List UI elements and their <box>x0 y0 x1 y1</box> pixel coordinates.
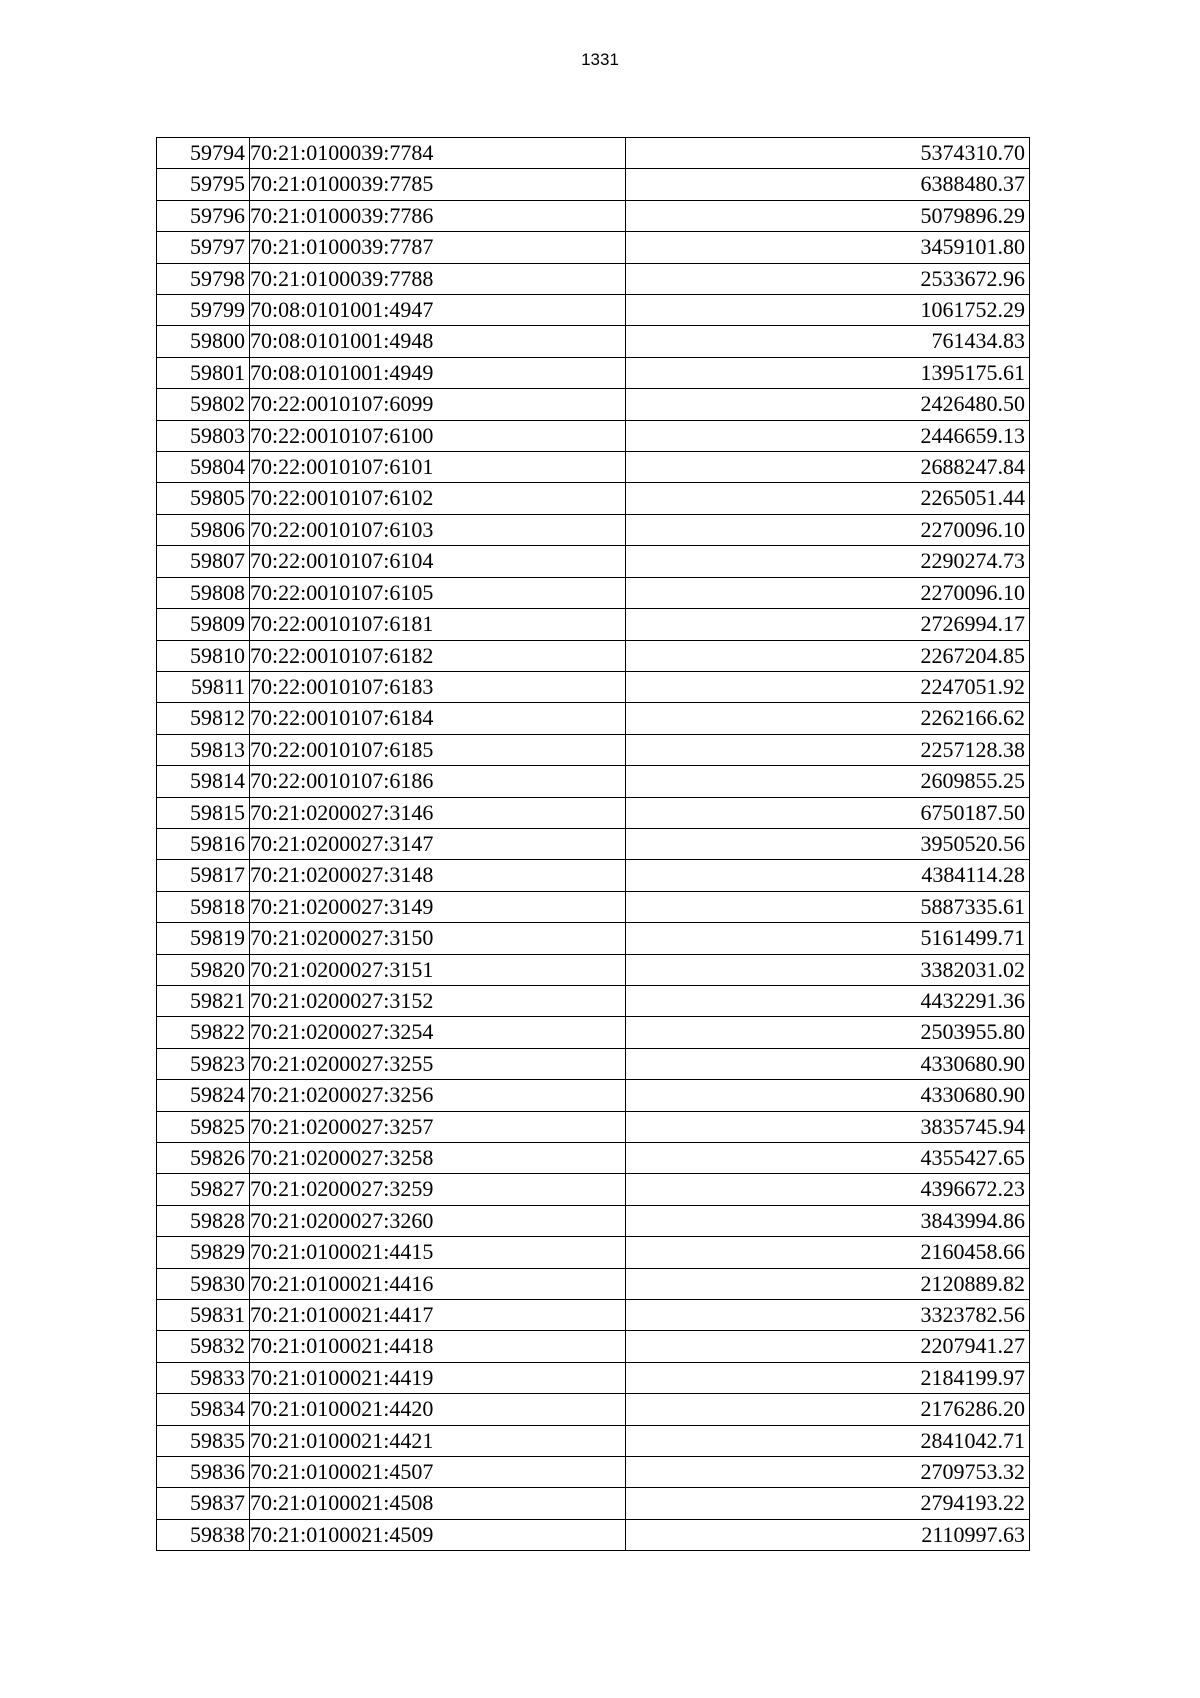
row-number-cell: 59828 <box>157 1205 250 1236</box>
cadastral-value-cell: 6388480.37 <box>626 169 1030 200</box>
table-row <box>157 138 1030 169</box>
cadastral-value-cell: 2270096.10 <box>626 514 1030 545</box>
table-row <box>157 169 1030 200</box>
row-number-cell: 59838 <box>157 1519 250 1550</box>
row-number-cell: 59835 <box>157 1425 250 1456</box>
cadastral-value-cell: 5374310.70 <box>626 138 1030 169</box>
row-number-cell: 59818 <box>157 891 250 922</box>
cadastral-number-cell: 70:21:0200027:3259 <box>250 1174 626 1205</box>
row-number-cell: 59811 <box>157 671 250 702</box>
row-number-cell: 59831 <box>157 1300 250 1331</box>
row-number-cell: 59819 <box>157 923 250 954</box>
cadastral-value-cell: 761434.83 <box>626 326 1030 357</box>
table-row <box>157 232 1030 263</box>
cadastral-value-cell: 6750187.50 <box>626 797 1030 828</box>
cadastral-value-cell: 2160458.66 <box>626 1237 1030 1268</box>
table-row <box>157 1394 1030 1425</box>
cadastral-value-cell: 5079896.29 <box>626 200 1030 231</box>
row-number-cell: 59832 <box>157 1331 250 1362</box>
table-row <box>157 766 1030 797</box>
cadastral-number-cell: 70:21:0200027:3146 <box>250 797 626 828</box>
cadastral-number-cell: 70:21:0200027:3256 <box>250 1080 626 1111</box>
row-number-cell: 59803 <box>157 420 250 451</box>
cadastral-value-cell: 1395175.61 <box>626 357 1030 388</box>
table-row <box>157 1017 1030 1048</box>
table-row <box>157 357 1030 388</box>
cadastral-value-cell: 2120889.82 <box>626 1268 1030 1299</box>
cadastral-number-cell: 70:22:0010107:6185 <box>250 734 626 765</box>
table-row <box>157 1331 1030 1362</box>
cadastral-value-cell: 2270096.10 <box>626 577 1030 608</box>
row-number-cell: 59812 <box>157 703 250 734</box>
cadastral-number-cell: 70:21:0200027:3254 <box>250 1017 626 1048</box>
table-body <box>157 138 1030 1551</box>
row-number-cell: 59834 <box>157 1394 250 1425</box>
cadastral-number-cell: 70:21:0100021:4421 <box>250 1425 626 1456</box>
row-number-cell: 59820 <box>157 954 250 985</box>
row-number-cell: 59814 <box>157 766 250 797</box>
row-number-cell: 59827 <box>157 1174 250 1205</box>
cadastral-value-cell: 2262166.62 <box>626 703 1030 734</box>
cadastral-number-cell: 70:21:0200027:3149 <box>250 891 626 922</box>
row-number-cell: 59824 <box>157 1080 250 1111</box>
cadastral-value-cell: 2207941.27 <box>626 1331 1030 1362</box>
page-number: 1331 <box>581 50 619 69</box>
cadastral-value-cell: 2709753.32 <box>626 1457 1030 1488</box>
cadastral-number-cell: 70:22:0010107:6186 <box>250 766 626 797</box>
table-row <box>157 954 1030 985</box>
row-number-cell: 59817 <box>157 860 250 891</box>
row-number-cell: 59800 <box>157 326 250 357</box>
cadastral-number-cell: 70:21:0100039:7786 <box>250 200 626 231</box>
cadastral-value-cell: 2247051.92 <box>626 671 1030 702</box>
table-row <box>157 1143 1030 1174</box>
table-row <box>157 1300 1030 1331</box>
row-number-cell: 59816 <box>157 828 250 859</box>
row-number-cell: 59836 <box>157 1457 250 1488</box>
row-number-cell: 59794 <box>157 138 250 169</box>
table-row <box>157 326 1030 357</box>
table-row <box>157 923 1030 954</box>
row-number-cell: 59796 <box>157 200 250 231</box>
cadastral-value-cell: 1061752.29 <box>626 295 1030 326</box>
table-row <box>157 483 1030 514</box>
row-number-cell: 59795 <box>157 169 250 200</box>
table-row <box>157 1237 1030 1268</box>
cadastral-number-cell: 70:21:0100021:4419 <box>250 1362 626 1393</box>
table-row <box>157 295 1030 326</box>
table-row <box>157 1080 1030 1111</box>
row-number-cell: 59805 <box>157 483 250 514</box>
row-number-cell: 59826 <box>157 1143 250 1174</box>
cadastral-number-cell: 70:21:0200027:3255 <box>250 1048 626 1079</box>
table-row <box>157 1457 1030 1488</box>
row-number-cell: 59810 <box>157 640 250 671</box>
table-row <box>157 1111 1030 1142</box>
table-row <box>157 1048 1030 1079</box>
row-number-cell: 59822 <box>157 1017 250 1048</box>
table-row <box>157 1174 1030 1205</box>
table-row <box>157 891 1030 922</box>
table-row <box>157 1205 1030 1236</box>
cadastral-value-cell: 2257128.38 <box>626 734 1030 765</box>
table-row <box>157 452 1030 483</box>
cadastral-value-table <box>156 137 1030 1551</box>
table-row <box>157 703 1030 734</box>
cadastral-value-cell: 2426480.50 <box>626 389 1030 420</box>
table-row <box>157 420 1030 451</box>
cadastral-number-cell: 70:22:0010107:6183 <box>250 671 626 702</box>
cadastral-value-cell: 2609855.25 <box>626 766 1030 797</box>
cadastral-value-cell: 2794193.22 <box>626 1488 1030 1519</box>
cadastral-number-cell: 70:08:0101001:4948 <box>250 326 626 357</box>
cadastral-number-cell: 70:21:0100021:4507 <box>250 1457 626 1488</box>
row-number-cell: 59821 <box>157 985 250 1016</box>
cadastral-value-cell: 2110997.63 <box>626 1519 1030 1550</box>
cadastral-number-cell: 70:21:0100039:7785 <box>250 169 626 200</box>
cadastral-value-cell: 4355427.65 <box>626 1143 1030 1174</box>
cadastral-number-cell: 70:21:0100021:4417 <box>250 1300 626 1331</box>
table-row <box>157 263 1030 294</box>
cadastral-value-cell: 5887335.61 <box>626 891 1030 922</box>
cadastral-number-cell: 70:22:0010107:6104 <box>250 546 626 577</box>
table-row <box>157 671 1030 702</box>
table-row <box>157 609 1030 640</box>
table-row <box>157 514 1030 545</box>
cadastral-number-cell: 70:21:0200027:3150 <box>250 923 626 954</box>
cadastral-value-cell: 3382031.02 <box>626 954 1030 985</box>
cadastral-number-cell: 70:21:0200027:3152 <box>250 985 626 1016</box>
cadastral-number-cell: 70:21:0100039:7787 <box>250 232 626 263</box>
row-number-cell: 59833 <box>157 1362 250 1393</box>
cadastral-number-cell: 70:21:0200027:3258 <box>250 1143 626 1174</box>
cadastral-number-cell: 70:22:0010107:6101 <box>250 452 626 483</box>
cadastral-number-cell: 70:22:0010107:6103 <box>250 514 626 545</box>
cadastral-value-cell: 2446659.13 <box>626 420 1030 451</box>
cadastral-value-cell: 2726994.17 <box>626 609 1030 640</box>
cadastral-value-cell: 3323782.56 <box>626 1300 1030 1331</box>
cadastral-value-cell: 2290274.73 <box>626 546 1030 577</box>
table-row <box>157 734 1030 765</box>
row-number-cell: 59813 <box>157 734 250 765</box>
cadastral-value-cell: 4396672.23 <box>626 1174 1030 1205</box>
table-row <box>157 1268 1030 1299</box>
cadastral-number-cell: 70:22:0010107:6182 <box>250 640 626 671</box>
cadastral-number-cell: 70:21:0100021:4508 <box>250 1488 626 1519</box>
row-number-cell: 59808 <box>157 577 250 608</box>
row-number-cell: 59815 <box>157 797 250 828</box>
row-number-cell: 59809 <box>157 609 250 640</box>
cadastral-value-cell: 3835745.94 <box>626 1111 1030 1142</box>
table-row <box>157 389 1030 420</box>
cadastral-number-cell: 70:21:0200027:3147 <box>250 828 626 859</box>
table-row <box>157 828 1030 859</box>
row-number-cell: 59825 <box>157 1111 250 1142</box>
table-row <box>157 985 1030 1016</box>
cadastral-value-cell: 2265051.44 <box>626 483 1030 514</box>
table-row <box>157 546 1030 577</box>
cadastral-value-cell: 2267204.85 <box>626 640 1030 671</box>
table-row <box>157 1519 1030 1550</box>
row-number-cell: 59837 <box>157 1488 250 1519</box>
row-number-cell: 59804 <box>157 452 250 483</box>
table-row <box>157 640 1030 671</box>
row-number-cell: 59823 <box>157 1048 250 1079</box>
table-row <box>157 1362 1030 1393</box>
row-number-cell: 59807 <box>157 546 250 577</box>
cadastral-number-cell: 70:21:0200027:3151 <box>250 954 626 985</box>
cadastral-value-cell: 3459101.80 <box>626 232 1030 263</box>
table-row <box>157 577 1030 608</box>
cadastral-value-cell: 2841042.71 <box>626 1425 1030 1456</box>
cadastral-value-cell: 3950520.56 <box>626 828 1030 859</box>
cadastral-number-cell: 70:22:0010107:6102 <box>250 483 626 514</box>
cadastral-value-cell: 5161499.71 <box>626 923 1030 954</box>
cadastral-number-cell: 70:21:0200027:3260 <box>250 1205 626 1236</box>
cadastral-value-cell: 4384114.28 <box>626 860 1030 891</box>
cadastral-number-cell: 70:22:0010107:6181 <box>250 609 626 640</box>
row-number-cell: 59797 <box>157 232 250 263</box>
cadastral-number-cell: 70:21:0200027:3148 <box>250 860 626 891</box>
cadastral-number-cell: 70:21:0100021:4416 <box>250 1268 626 1299</box>
cadastral-value-cell: 2176286.20 <box>626 1394 1030 1425</box>
row-number-cell: 59806 <box>157 514 250 545</box>
cadastral-number-cell: 70:08:0101001:4949 <box>250 357 626 388</box>
row-number-cell: 59830 <box>157 1268 250 1299</box>
cadastral-value-cell: 2533672.96 <box>626 263 1030 294</box>
cadastral-number-cell: 70:21:0100021:4418 <box>250 1331 626 1362</box>
cadastral-value-cell: 4330680.90 <box>626 1080 1030 1111</box>
row-number-cell: 59829 <box>157 1237 250 1268</box>
table-row <box>157 797 1030 828</box>
row-number-cell: 59802 <box>157 389 250 420</box>
table-row <box>157 1488 1030 1519</box>
cadastral-number-cell: 70:21:0100039:7784 <box>250 138 626 169</box>
cadastral-number-cell: 70:21:0100021:4420 <box>250 1394 626 1425</box>
table-row <box>157 200 1030 231</box>
table-row <box>157 1425 1030 1456</box>
table-row <box>157 860 1030 891</box>
cadastral-value-cell: 3843994.86 <box>626 1205 1030 1236</box>
cadastral-number-cell: 70:08:0101001:4947 <box>250 295 626 326</box>
cadastral-value-cell: 2503955.80 <box>626 1017 1030 1048</box>
cadastral-number-cell: 70:22:0010107:6184 <box>250 703 626 734</box>
cadastral-number-cell: 70:21:0100021:4509 <box>250 1519 626 1550</box>
cadastral-value-cell: 4330680.90 <box>626 1048 1030 1079</box>
cadastral-number-cell: 70:21:0100021:4415 <box>250 1237 626 1268</box>
cadastral-number-cell: 70:21:0200027:3257 <box>250 1111 626 1142</box>
cadastral-number-cell: 70:22:0010107:6105 <box>250 577 626 608</box>
row-number-cell: 59801 <box>157 357 250 388</box>
cadastral-value-cell: 4432291.36 <box>626 985 1030 1016</box>
cadastral-number-cell: 70:22:0010107:6100 <box>250 420 626 451</box>
cadastral-number-cell: 70:21:0100039:7788 <box>250 263 626 294</box>
cadastral-value-cell: 2184199.97 <box>626 1362 1030 1393</box>
row-number-cell: 59799 <box>157 295 250 326</box>
row-number-cell: 59798 <box>157 263 250 294</box>
cadastral-value-cell: 2688247.84 <box>626 452 1030 483</box>
cadastral-number-cell: 70:22:0010107:6099 <box>250 389 626 420</box>
